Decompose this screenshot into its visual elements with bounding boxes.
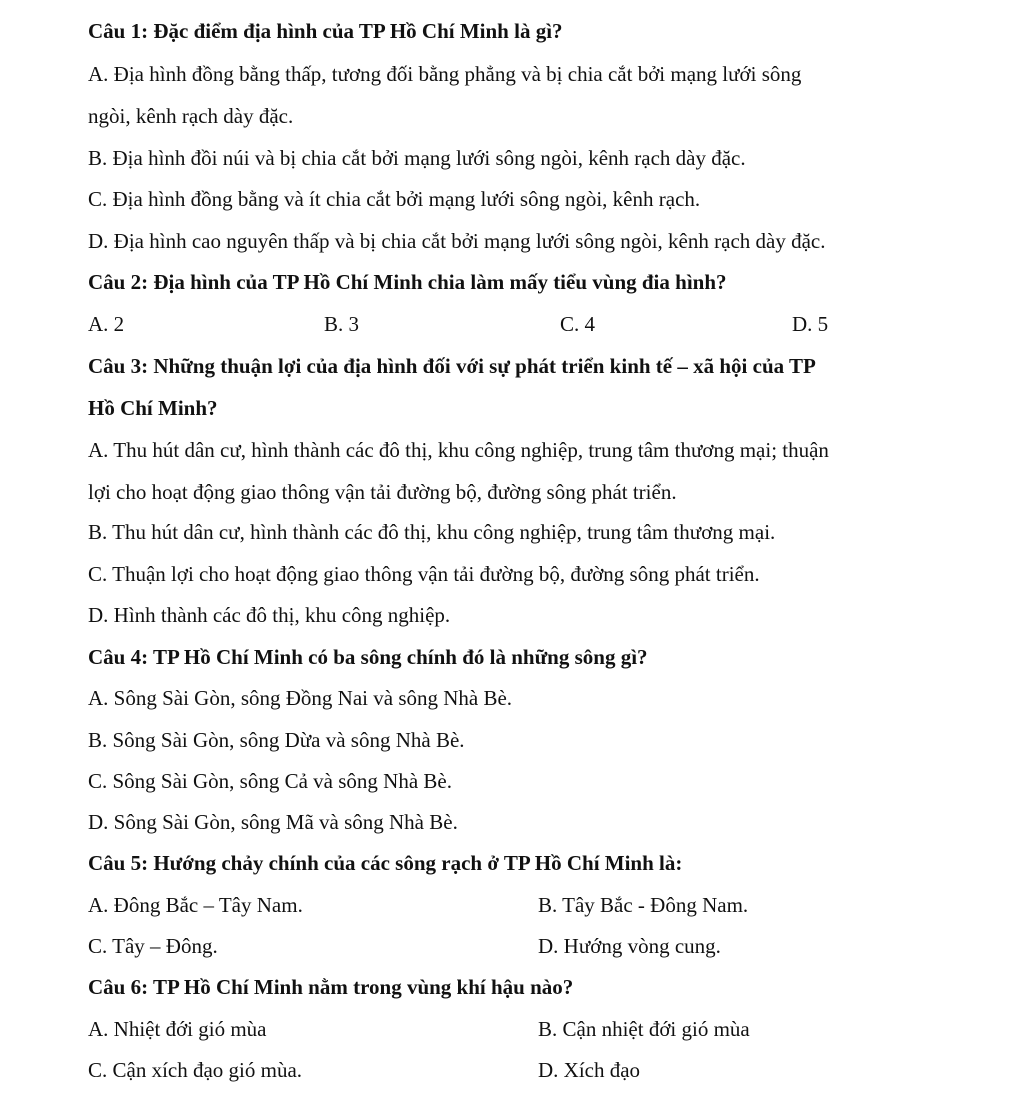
- question-2-option-b: B. 3: [324, 312, 360, 336]
- question-6-option-c: C. Cận xích đạo gió mùa.: [88, 1058, 303, 1082]
- question-3-title: Câu 3: Những thuận lợi của địa hình đối với sự phát triển kinh tế – xã hội của TP: [88, 354, 816, 378]
- question-4-option-c: C. Sông Sài Gòn, sông Cả và sông Nhà Bè.: [88, 769, 452, 793]
- question-2-option-c: C. 4: [560, 312, 596, 336]
- question-1-option-d: D. Địa hình cao nguyên thấp và bị chia cắt bởi mạng lưới sông ngòi, kênh rạch dày đặc.: [88, 229, 826, 253]
- question-4-option-a: A. Sông Sài Gòn, sông Đồng Nai và sông Nhà Bè.: [88, 686, 513, 710]
- question-3-title-cont: Hồ Chí Minh?: [88, 396, 218, 420]
- question-3-option-b: B. Thu hút dân cư, hình thành các đô thị, khu công nghiệp, trung tâm thương mại.: [88, 520, 776, 544]
- question-1-option-c: C. Địa hình đồng bằng và ít chia cắt bởi mạng lưới sông ngòi, kênh rạch.: [88, 187, 701, 211]
- question-4-option-d: D. Sông Sài Gòn, sông Mã và sông Nhà Bè.: [88, 810, 458, 834]
- question-6-option-b: B. Cận nhiệt đới gió mùa: [538, 1017, 750, 1041]
- question-2-title: Câu 2: Địa hình của TP Hồ Chí Minh chia làm mấy tiểu vùng đia hình?: [88, 270, 727, 294]
- question-4-option-b: B. Sông Sài Gòn, sông Dừa và sông Nhà Bè.: [88, 728, 465, 752]
- question-5-title: Câu 5: Hướng chảy chính của các sông rạch ở TP Hồ Chí Minh là:: [88, 851, 683, 875]
- question-2-option-d: D. 5: [792, 312, 829, 336]
- question-1-option-b: B. Địa hình đồi núi và bị chia cắt bởi mạng lưới sông ngòi, kênh rạch dày đặc.: [88, 146, 746, 170]
- question-5-option-d: D. Hướng vòng cung.: [538, 934, 721, 958]
- question-3-option-c: C. Thuận lợi cho hoạt động giao thông vận tải đường bộ, đường sông phát triển.: [88, 562, 760, 586]
- question-5-option-c: C. Tây – Đông.: [88, 934, 218, 958]
- question-6-option-d: D. Xích đạo: [538, 1058, 641, 1082]
- question-2-option-a: A. 2: [88, 312, 125, 336]
- question-1-option-a: A. Địa hình đồng bằng thấp, tương đối bằng phẳng và bị chia cắt bởi mạng lưới sông: [88, 62, 802, 86]
- question-6-option-a: A. Nhiệt đới gió mùa: [88, 1017, 267, 1041]
- question-1-option-a-cont: ngòi, kênh rạch dày đặc.: [88, 104, 294, 128]
- question-6-title: Câu 6: TP Hồ Chí Minh nằm trong vùng khí hậu nào?: [88, 975, 574, 999]
- question-1-title: Câu 1: Đặc điểm địa hình của TP Hồ Chí Minh là gì?: [88, 19, 563, 43]
- question-3-option-a-cont: lợi cho hoạt động giao thông vận tải đường bộ, đường sông phát triển.: [88, 480, 677, 504]
- question-4-title: Câu 4: TP Hồ Chí Minh có ba sông chính đó là những sông gì?: [88, 645, 648, 669]
- question-3-option-a: A. Thu hút dân cư, hình thành các đô thị, khu công nghiệp, trung tâm thương mại; thuận: [88, 438, 829, 462]
- question-5-option-b: B. Tây Bắc - Đông Nam.: [538, 893, 749, 917]
- question-3-option-d: D. Hình thành các đô thị, khu công nghiệp.: [88, 603, 451, 627]
- question-5-option-a: A. Đông Bắc – Tây Nam.: [88, 893, 303, 917]
